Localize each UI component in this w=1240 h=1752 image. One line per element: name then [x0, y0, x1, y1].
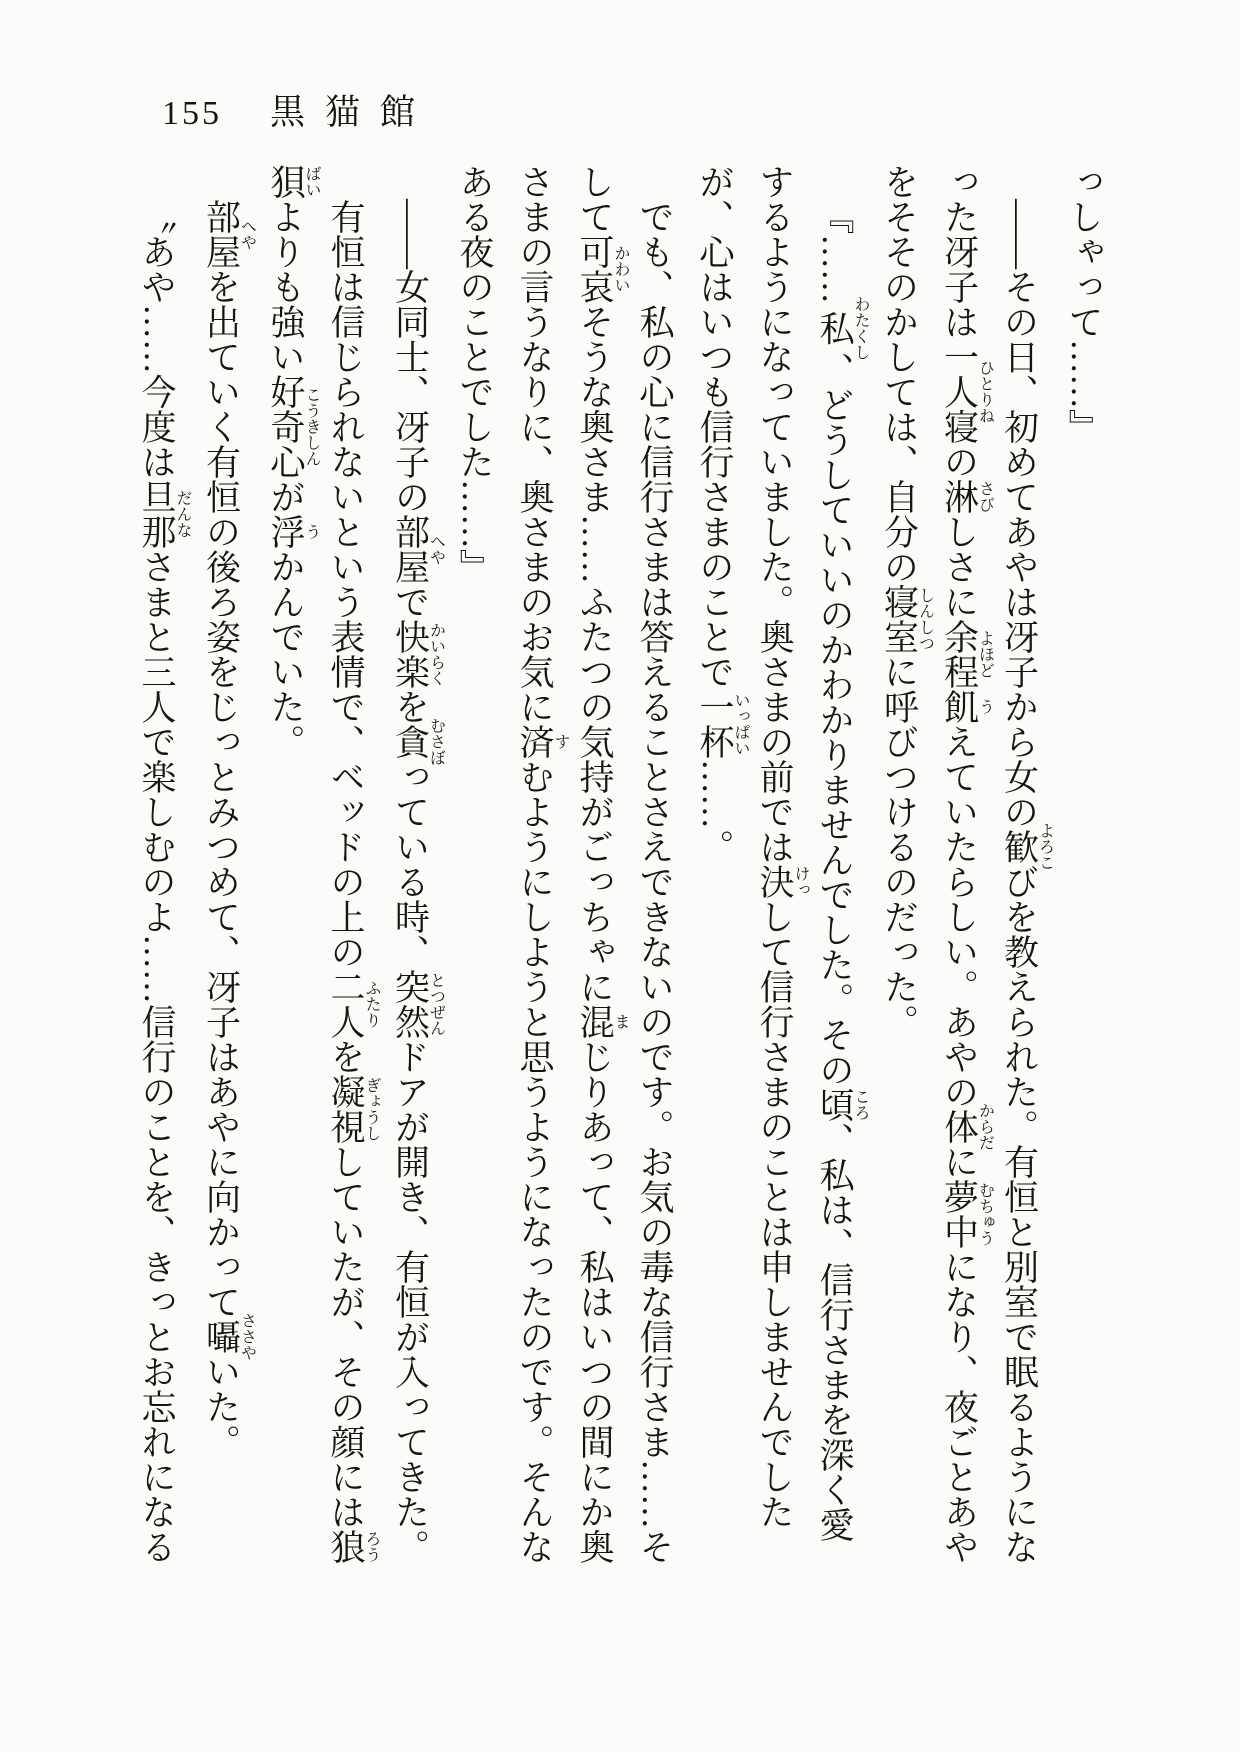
- paragraph: 『……私わたくし、どうしていいのかわかりませんでした。その頃ころ、私は、信行さまを深く愛するようになっていました。奥さまの前では決けっして信行さまのことは申しませんでしたが、心はいつも信行さまのことで一杯いっぱい……。: [695, 164, 869, 1542]
- furigana-annotated-text: 歓よろこ: [999, 822, 1054, 871]
- furigana-annotated-text: 寝室しんしつ: [879, 584, 934, 654]
- furigana-annotated-text: 私わたくし: [815, 296, 869, 360]
- furigana-annotated-text: 囁ささや: [201, 1312, 256, 1361]
- furigana-annotated-text: 混ま: [575, 1004, 629, 1039]
- furigana-annotated-text: 貪むさぼ: [390, 717, 445, 766]
- furigana-annotated-text: 淋さび: [939, 479, 994, 514]
- furigana-annotated-text: 済す: [515, 724, 569, 759]
- furigana-annotated-text: 快楽かいらく: [390, 619, 445, 689]
- furigana-annotated-text: 頃ころ: [815, 1087, 869, 1122]
- furigana-annotated-text: 一人寝ひとりね: [939, 339, 994, 444]
- running-head: [162, 94, 435, 133]
- paragraph: 〝あや……今度は旦那だんなさまと三人で楽しむのよ……信行のことを、きっとお忘れになる: [137, 199, 191, 1564]
- furigana-annotated-text: 可哀かわい: [575, 234, 629, 304]
- page-number: 155: [162, 95, 222, 132]
- furigana-annotated-text: 部屋へや: [201, 199, 256, 269]
- paragraph: でも、私の心に信行さまは答えることさえできないのです。お気の毒な信行さま……そして可哀かわいそうな奥さま……ふたつの気持がごっちゃに混まじりあって、私はいつの間にか奥さまの言うなりに、奥さまのお気に済すむようにしようと思うようになったのです。そんなある夜のことでした……』: [455, 164, 674, 1564]
- body-text: [126, 164, 1113, 1564]
- furigana-annotated-text: 旦那だんな: [137, 479, 191, 549]
- paragraph: 部屋へやを出ていく有恒の後ろ姿をじっとみつめて、冴子はあやに向かって囁ささやいた。: [201, 199, 256, 1459]
- furigana-annotated-text: 突然とつぜん: [390, 969, 445, 1039]
- furigana-annotated-text: 部屋へや: [390, 514, 445, 584]
- furigana-annotated-text: 狼ろう: [326, 1529, 380, 1564]
- furigana-annotated-text: 凝視ぎょうし: [326, 1074, 380, 1144]
- furigana-annotated-text: 浮う: [266, 514, 320, 549]
- furigana-annotated-text: 一杯いっぱい: [695, 689, 749, 759]
- furigana-annotated-text: 二人ふたり: [326, 969, 380, 1039]
- running-title: 黒猫館: [270, 93, 436, 132]
- furigana-annotated-text: 決けっ: [755, 864, 809, 899]
- furigana-annotated-text: 飢う: [939, 689, 994, 724]
- paragraph: 有恒は信じられないという表情で、ベッドの上の二人ふたりを凝視ぎょうししていたが、その顔には狼ろう狽ばいよりも強い好奇心こうきしんが浮うかんでいた。: [266, 164, 380, 1564]
- paragraph: ――女同士、冴子の部屋へやで快楽かいらくを貪むさぼっている時、突然とつぜんドアが開き、有恒が入ってきた。: [390, 199, 445, 1564]
- paragraph: ――その日、初めてあやは冴子から女の歓よろこびを教えられた。有恒と別室で眠るようになった冴子は一人寝ひとりねの淋さびしさに余程よほど飢うえていたらしい。あやの体からだに夢中むちゅうになり、夜ごとあやをそそのかしては、自分の寝室しんしつに呼びつけるのだった。: [879, 164, 1054, 1564]
- furigana-annotated-text: 夢中むちゅう: [939, 1179, 994, 1249]
- paragraph: っしゃって……』: [1064, 164, 1103, 444]
- furigana-annotated-text: 好奇心こうきしん: [266, 374, 320, 479]
- furigana-annotated-text: 体からだ: [939, 1102, 994, 1151]
- furigana-annotated-text: 狽ばい: [266, 164, 320, 199]
- furigana-annotated-text: 余程よほど: [939, 619, 994, 689]
